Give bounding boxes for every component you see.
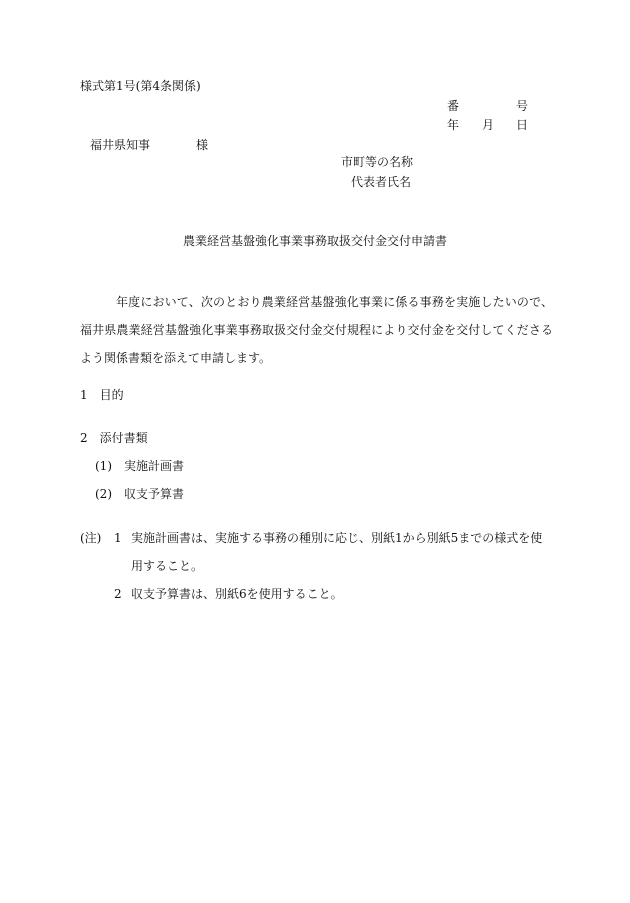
- note-label: (注): [80, 531, 102, 545]
- date-month-label: 月: [482, 118, 495, 132]
- note-number: 2: [114, 587, 122, 601]
- addressee-honorific: 様: [196, 138, 209, 152]
- number-label-go: 号: [516, 99, 529, 113]
- org-name-label: 市町等の名称: [341, 155, 414, 169]
- section-purpose: 1 目的: [80, 388, 124, 402]
- form-number: 様式第1号(第4条関係): [80, 79, 201, 93]
- note-number: 1: [114, 531, 122, 545]
- representative-name-label: 代表者氏名: [351, 175, 412, 189]
- addressee: 福井県知事: [90, 138, 151, 152]
- date-year-label: 年: [447, 118, 460, 132]
- note-text: 収支予算書は、別紙6を使用すること。: [131, 587, 343, 601]
- attachment-item: (1) 実施計画書: [95, 459, 184, 473]
- number-label-ban: 番: [447, 99, 460, 113]
- attachment-item: (2) 収支予算書: [95, 487, 184, 501]
- application-body-text: 年度において、次のとおり農業経営基盤強化事業に係る事務を実施したいので、福井県農業経営基盤強化事業事務取扱交付金交付規程により交付金を交付してくださるよう関係書類を添えて申請します。: [80, 295, 553, 365]
- note-text: 実施計画書は、実施する事務の種別に応じ、別紙1から別紙5までの様式を使用すること。: [131, 531, 543, 573]
- section-attachments: 2 添付書類: [80, 431, 148, 445]
- date-day-label: 日: [516, 118, 529, 132]
- document-title: 農業経営基盤強化事業事務取扱交付金交付申請書: [183, 234, 448, 248]
